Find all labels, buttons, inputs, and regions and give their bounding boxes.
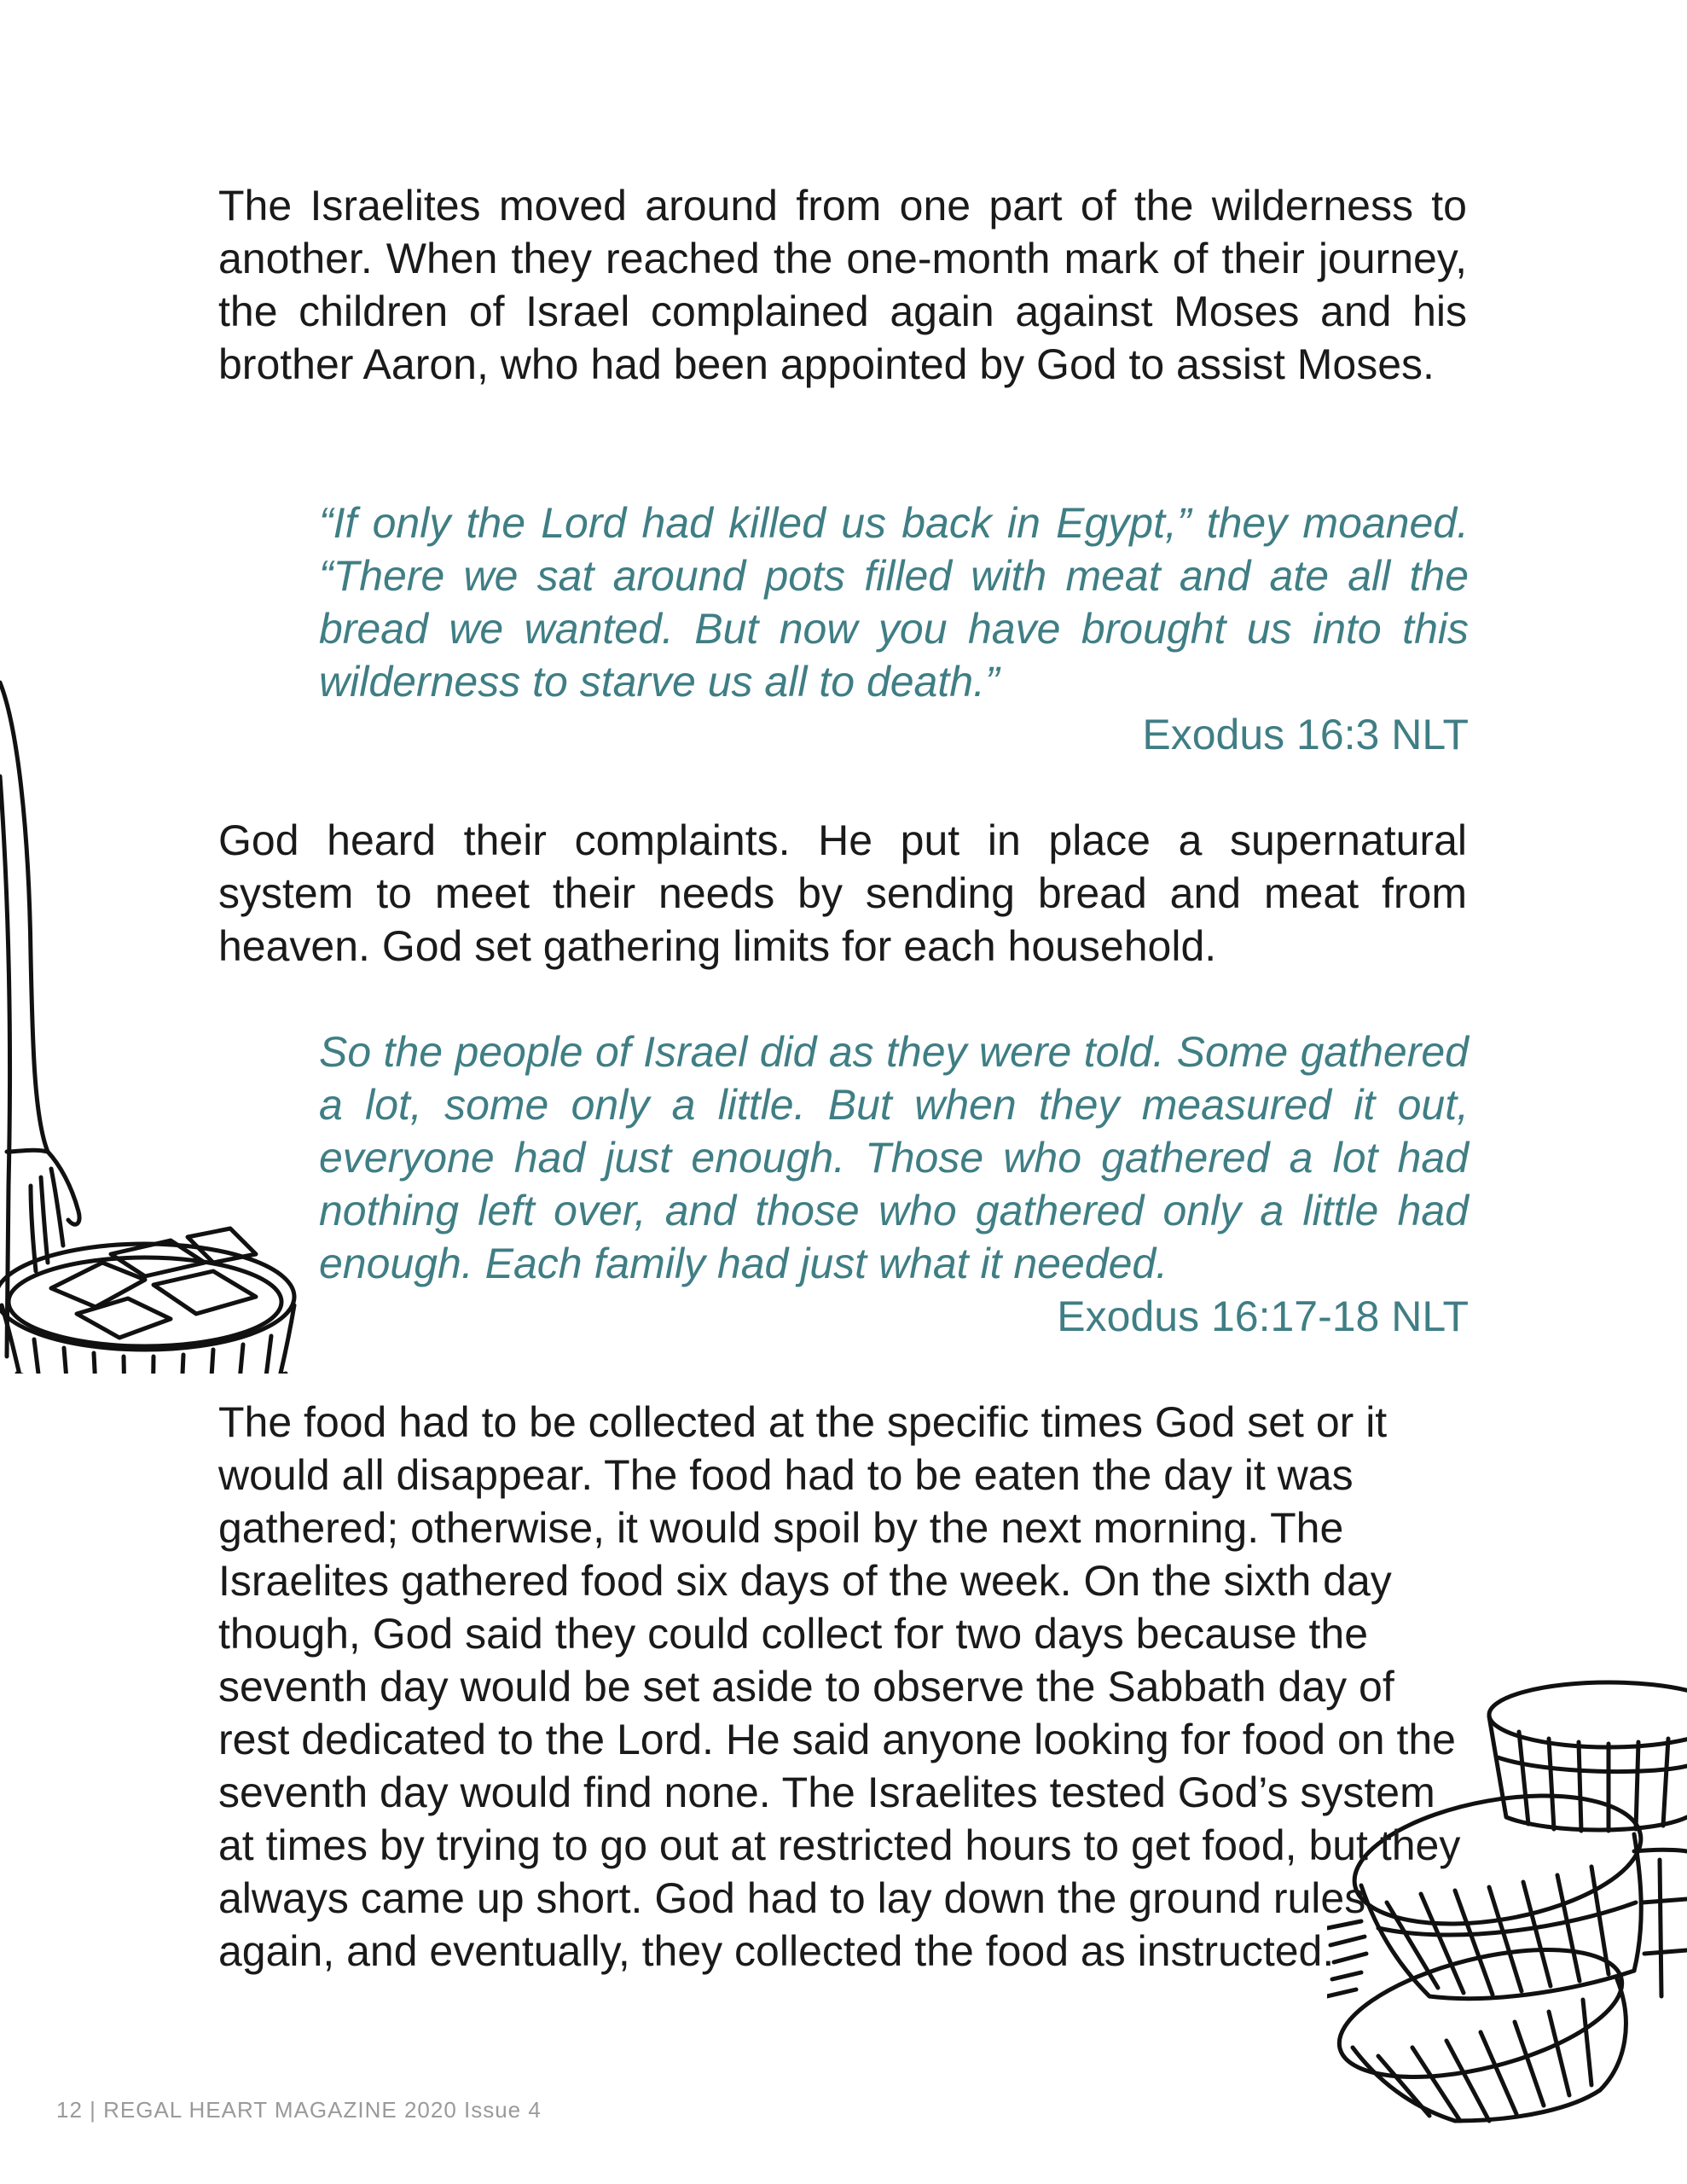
scripture-quote-1: “If only the Lord had killed us back in Egypt,” they moaned. “There we sat around pots filled with meat and ate all the bread we wanted. But now you have brought us into this wilderness to starve us all to death.” [319,499,1469,706]
scripture-citation-2: Exodus 16:17-18 NLT [1057,1292,1469,1340]
scripture-citation-1: Exodus 16:3 NLT [1142,711,1469,758]
page-footer: 12 | REGAL HEART MAGAZINE 2020 Issue 4 [56,2097,542,2123]
scripture-quote-2: So the people of Israel did as they were told. Some gathered a lot, some only a little. But when they measured it out, everyone had just enough. Those who gathered a lot had nothing left over, and those who gathered only a little had enough. Each family had just what it needed. [319,1028,1469,1287]
body-paragraph-1: The Israelites moved around from one part of the wilderness to another. When they reached the one-month mark of their journey, the children of Israel complained again against Moses and his brother Aaron, who had been appointed by God to assist Moses. [218,182,1467,388]
person-gathering-into-basket-icon [0,674,307,1374]
body-paragraph-3: The food had to be collected at the specific times God set or it would all disappear. The food had to be eaten the day it was gathered; otherwise, it would spoil by the next morning. The Israelites gathered food six days of the week. On the sixth day though, God said they could collect for two days because the seventh day would be set aside to observe the Sabbath day of rest dedicated to the Lord. He said anyone looking for food on the seventh day would find none. The Israelites tested God’s system at times by trying to go out at restricted hours to get food, but they always came up short. God had to lay down the ground rules again, and eventually, they collected the food as instructed. [218,1398,1461,1975]
body-paragraph-2: God heard their complaints. He put in place a supernatural system to meet their needs by sending bread and meat from heaven. God set gathering limits for each household. [218,816,1467,970]
